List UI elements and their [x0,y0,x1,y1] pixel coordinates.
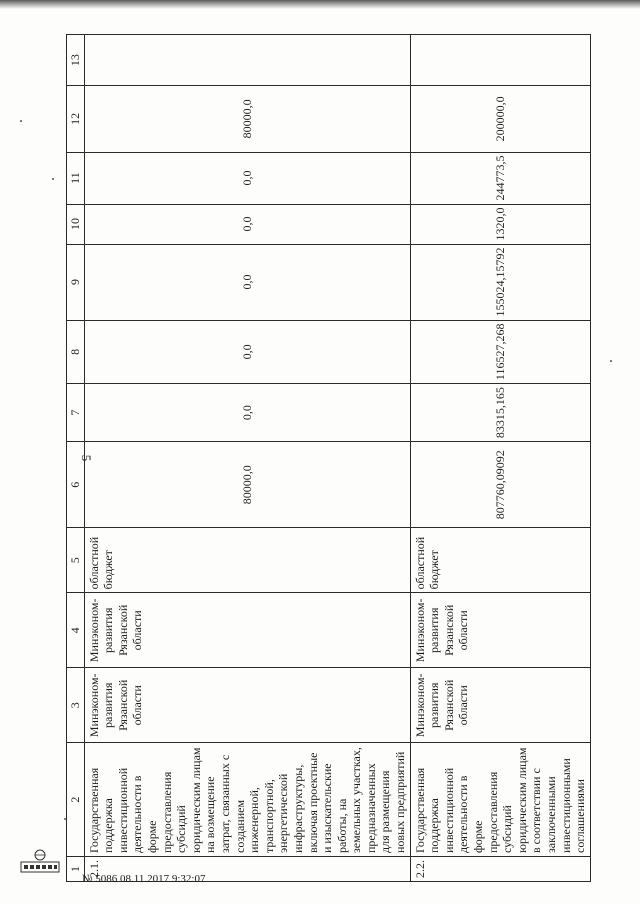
total-value: 80000,0 [84,442,410,528]
result-cell [84,35,410,86]
table-row [410,35,590,882]
measure-description: Государственная поддержка инвестиционной деятельности в форме предоставления субсидий юридическим лицам на возмещение затрат, связанных с созданием инженерной, транспортной, энергетической инфраструктуры, включая проектные и изыскательские работы, на земельных участках, предназначенных для размещения новых предприятий [84,743,410,857]
column-header: 5 [67,528,85,593]
funding-source: областной бюджет [84,528,410,593]
column-header: 13 [67,35,85,86]
year-value: 116527,268 [410,320,590,384]
column-header: 7 [67,384,85,442]
year-value: 155024,15792 [410,244,590,320]
row-number: 2.1. [84,857,410,882]
year-value: 0,0 [84,320,410,384]
column-header: 12 [67,86,85,152]
column-header: 1 [67,857,85,882]
table-row [84,35,410,882]
page-number: 5 [79,454,94,462]
scan-edge [0,0,640,9]
column-header: 4 [67,593,85,668]
year-value: 0,0 [84,244,410,320]
year-value: 0,0 [84,152,410,204]
column-number-row [67,35,85,882]
year-value: 80000,0 [84,86,410,152]
admin-cell: Минэконом-развития Рязанской области [84,593,410,668]
column-header: 8 [67,320,85,384]
column-header: 9 [67,244,85,320]
registration-stamp-icon [20,848,60,874]
row-number: 2.2. [410,857,590,882]
executor-cell: Минэконом-развития Рязанской области [410,668,590,743]
column-header: 3 [67,668,85,743]
executor-cell: Минэконом-развития Рязанской области [84,668,410,743]
column-header: 6 [67,442,85,528]
column-header: 10 [67,204,85,244]
column-header: 11 [67,152,85,204]
measure-description: Государственная поддержка инвестиционной деятельности в форме предоставления субсидий юридическим лицам в соответствии с заключенными инвестиционными соглашениями [410,743,590,857]
result-cell [410,35,590,86]
year-value: 83315,165 [410,384,590,442]
admin-cell: Минэконом-развития Рязанской области [410,593,590,668]
scan-speck [20,120,22,122]
column-header: 2 [67,743,85,857]
program-table [66,34,591,882]
year-value: 0,0 [84,384,410,442]
funding-source: областной бюджет [410,528,590,593]
registration-footer: № 5086 08.11.2017 9:32:07 [82,873,206,885]
year-value: 1320,0 [410,204,590,244]
total-value: 807760,09092 [410,442,590,528]
year-value: 200000,0 [410,86,590,152]
year-value: 244773,5 [410,152,590,204]
rotated-page [34,34,629,882]
year-value: 0,0 [84,204,410,244]
